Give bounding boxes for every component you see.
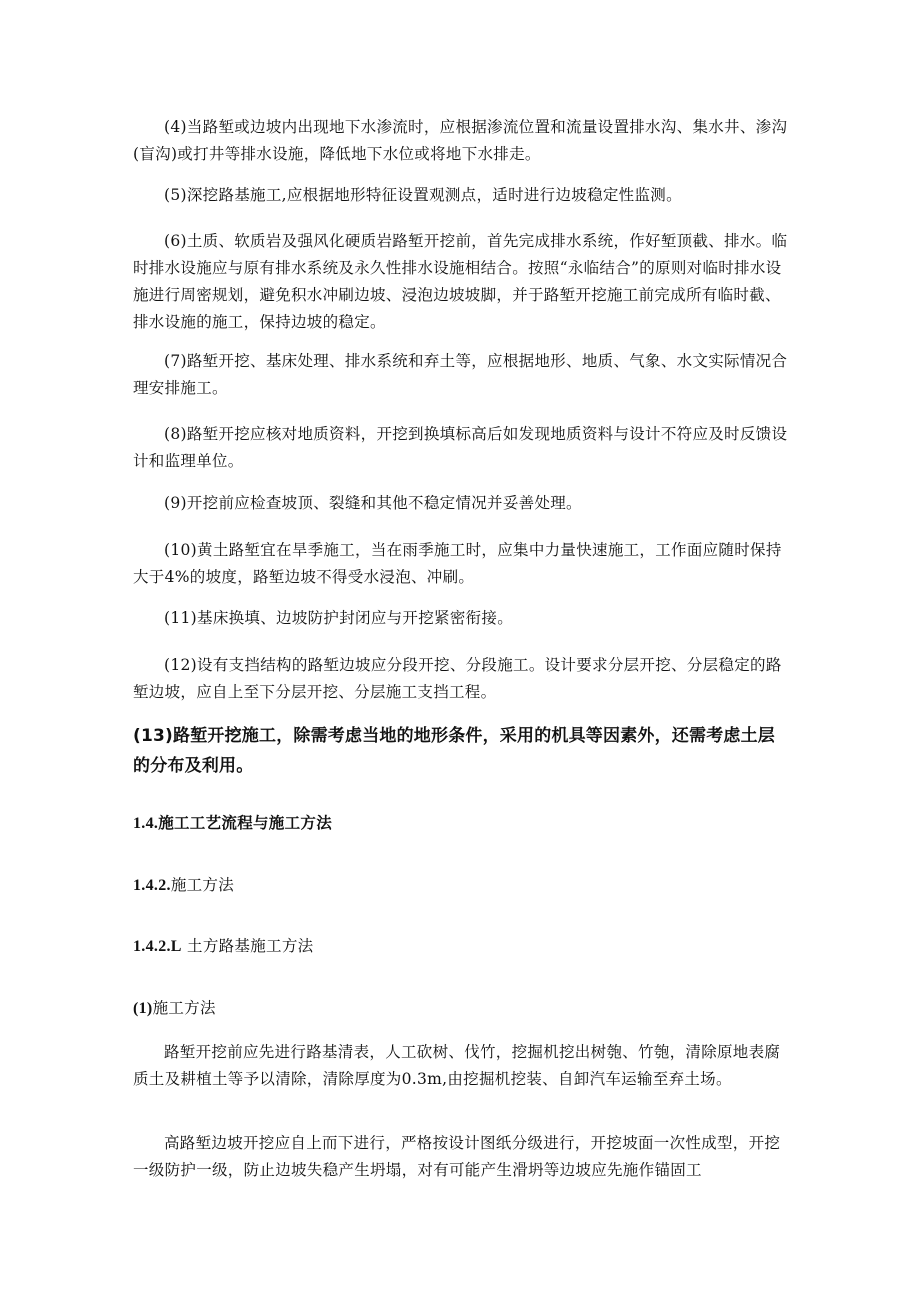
item-title: 施工方法 [152,999,216,1017]
body-paragraph-1: 路堑开挖前应先进行路基清表，人工砍树、伐竹，挖掘机挖出树匏、竹匏，清除原地表腐质土及耕植土等予以清除，清除厚度为0.3m,由挖掘机挖装、自卸汽车运输至弃土场。 [133,1043,781,1088]
section-heading-1-4 [133,811,332,836]
paragraph-6: (6)土质、软质岩及强风化硬质岩路堑开挖前，首先完成排水系统，作好堑顶截、排水。临时排水设施应与原有排水系统及永久性排水设施相结合。按照“永临结合”的原则对临时排水设施进行周密规划，避免积水冲刷边坡、浸泡边坡坡脚，并于路堑开挖施工前完成所有临时截、排水设施的施工，保持边坡的稳定。 [133,232,788,331]
section-title: 施工方法 [170,876,235,894]
section-number: 1.4.2.L [133,938,182,955]
paragraph-11: (11)基床换填、边坡防护封闭应与开挖紧密衔接。 [164,609,514,627]
section-heading-1-4-2-1 [133,934,313,959]
paragraph-10: (10)黄土路堑宜在旱季施工，当在雨季施工时，应集中力量快速施工，工作面应随时保持大于4%的坡度，路堑边坡不得受水浸泡、冲刷。 [133,541,782,586]
section-number: 1.4. [133,815,159,832]
paragraph-7: (7)路堑开挖、基床处理、排水系统和弃土等，应根据地形、地质、气象、水文实际情况合理安排施工。 [133,352,788,397]
paragraph-8: (8)路堑开挖应核对地质资料，开挖到换填标高后如发现地质资料与设计不符应及时反馈设计和监理单位。 [133,425,788,470]
section-number: 1.4.2. [133,877,171,894]
paragraph-12: (12)设有支挡结构的路堑边坡应分段开挖、分段施工。设计要求分层开挖、分层稳定的路堑边坡，应自上至下分层开挖、分层施工支挡工程。 [133,656,782,701]
item-number: (1) [133,1000,153,1017]
paragraph-4: (4)当路堑或边坡内出现地下水渗流时，应根据渗流位置和流量设置排水沟、集水井、渗沟(盲沟)或打井等排水设施，降低地下水位或将地下水排走。 [133,118,788,163]
paragraph-13: (13)路堑开挖施工，除需考虑当地的地形条件，采用的机具等因素外，还需考虑土层的分布及利用。 [133,726,775,776]
section-heading-1-4-2 [133,873,234,898]
body-paragraph-2: 高路堑边坡开挖应自上而下进行，严格按设计图纸分级进行，开挖坡面一次性成型，开挖一级防护一级，防止边坡失稳产生坍塌，对有可能产生滑坍等边坡应先施作锚固工 [133,1134,781,1179]
section-title: 施工工艺流程与施工方法 [158,813,333,832]
paragraph-9: (9)开挖前应检查坡顶、裂缝和其他不稳定情况并妥善处理。 [164,494,582,512]
section-title: 土方路基施工方法 [187,937,314,955]
subheading-construction-method [133,996,216,1021]
paragraph-5: (5)深挖路基施工,应根据地形特征设置观测点，适时进行边坡稳定性监测。 [164,186,682,204]
